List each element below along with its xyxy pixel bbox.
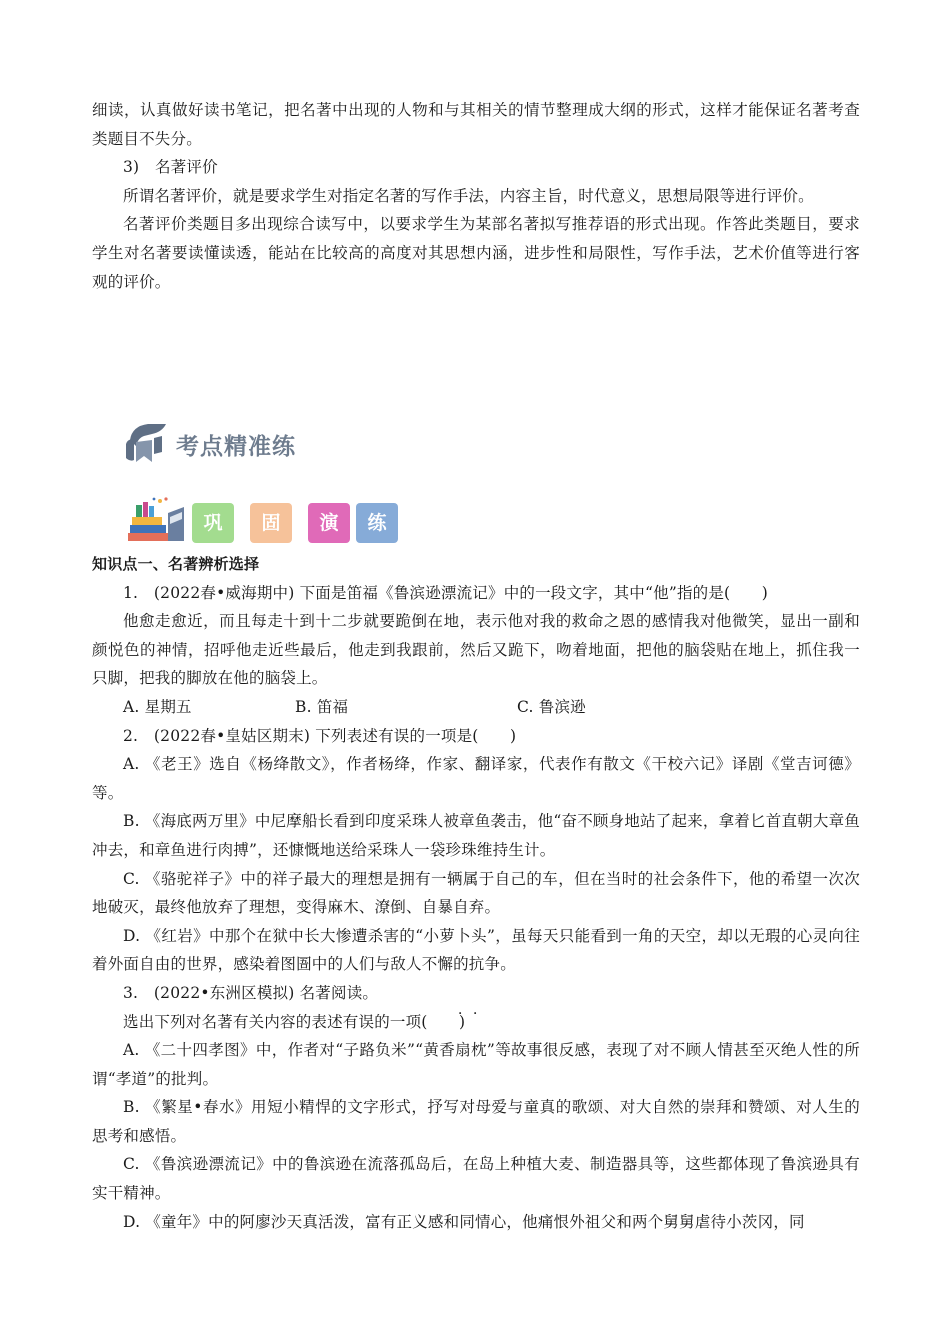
question-3-option-d: D. 《童年》中的阿廖沙天真活泼，富有正义感和同情心，他痛恨外祖父和两个舅舅虐待小茨冈，同 — [123, 1212, 805, 1231]
option-a: A. 星期五 — [123, 697, 192, 716]
question-2-option-c: C. 《骆驼祥子》中的祥子最大的理想是拥有一辆属于自己的车，但在当时的社会条件下，他的希望一次次地破灭，最终他放弃了理想，变得麻木、潦倒、自暴自弃。 — [92, 869, 860, 917]
paragraph-evaluation-definition: 所谓名著评价，就是要求学生对指定名著的写作手法，内容主旨，时代意义，思想局限等进行评价。 — [123, 186, 814, 205]
question-1-stem: 1. (2022春•威海期中) 下面是笛福《鲁滨逊漂流记》中的一段文字，其中“他”指的是( ) — [123, 583, 768, 602]
knowledge-point-heading: 知识点一、名著辨析选择 — [92, 555, 260, 573]
question-2-option-d: D. 《红岩》中那个在狱中长大惨遭杀害的“小萝卜头”，虽每天只能看到一角的天空，却以无瑕的心灵向往着外面自由的世界，感染着图圄中的人们与敌人不懈的抗争。 — [92, 926, 860, 974]
question-2-option-a: A. 《老王》选自《杨绛散文》，作者杨绛，作家、翻译家，代表作有散文《干校六记》译剧《堂吉诃德》等。 — [92, 755, 860, 802]
practice-badges — [126, 497, 416, 547]
question-1-options — [92, 693, 860, 722]
paragraph-reading-notes: 细读，认真做好读书笔记，把名著中出现的人物和与其相关的情节整理成大纲的形式，这样才能保证名著考查类题目不失分。 — [92, 101, 860, 148]
badge-yan: 演 — [308, 503, 350, 543]
section-banner-title: 考点精准练 — [176, 434, 296, 460]
question-3-stem-text: 3. (2022•东洲区模拟) 名著阅读。 — [123, 983, 379, 1002]
subheading-evaluation: 3) 名著评价 — [123, 158, 218, 177]
question-3-option-a: A. 《二十四孝图》中，作者对“子路负米”“黄香扇枕”等故事很反感，表现了对不顾人情甚至灭绝人性的所谓“孝道”的批判。 — [92, 1041, 860, 1088]
question-2-stem: 2. (2022春•皇姑区期末) 下列表述有误的一项是( ) — [123, 726, 517, 745]
question-3-instruction: 选出下列对名著有关内容的表述有误的一项( ) — [123, 1012, 466, 1031]
question-2-option-b: B. 《海底两万里》中尼摩船长看到印度采珠人被章鱼袭击，他“奋不顾身地站了起来，拿着匕首直朝大章鱼冲去，和章鱼进行肉搏”，还慷慨地送给采珠人一袋珍珠维持生计。 — [92, 812, 860, 859]
stacked-books-icon — [126, 497, 188, 545]
badge-gong: 巩 — [192, 503, 234, 543]
option-c: C. 鲁滨逊 — [517, 697, 586, 716]
question-1-passage: 他愈走愈近，而且每走十到十二步就要跪倒在地，表示他对我的救命之恩的感情我对他微笑，显出一副和颜悦色的神情，招呼他走近些最后，他走到我跟前，然后又跪下，吻着地面，把他的脑袋贴在地上，抓住我一只脚，把我的脚放在他的脑袋上。 — [92, 612, 860, 688]
paragraph-evaluation-format: 名著评价类题目多出现综合读写中，以要求学生为某部名著拟写推荐语的形式出现。作答此类题目，要求学生对名著要读懂读透，能站在比较高的高度对其思想内涵，进步性和局限性，写作手法，艺术价值等进行客观的评价。 — [92, 215, 860, 291]
badge-lian: 练 — [356, 503, 398, 543]
questions-section — [92, 550, 860, 1236]
option-b: B. 笛福 — [295, 697, 349, 716]
question-3-option-c: C. 《鲁滨逊漂流记》中的鲁滨逊在流落孤岛后，在岛上种植大麦、制造器具等，这些都体现了鲁滨逊具有实干精神。 — [92, 1155, 860, 1203]
section-banner — [122, 418, 382, 472]
question-3-stem — [92, 979, 860, 1018]
intro-section — [92, 96, 860, 296]
pen-book-icon — [122, 418, 172, 468]
emphasis-dots: ．． — [458, 1001, 495, 1018]
question-3-option-b: B. 《繁星•春水》用短小精悍的文字形式，抒写对母爱与童真的歌颂、对大自然的崇拜和赞颂、对人生的思考和感悟。 — [92, 1098, 860, 1145]
badge-gu: 固 — [250, 503, 292, 543]
